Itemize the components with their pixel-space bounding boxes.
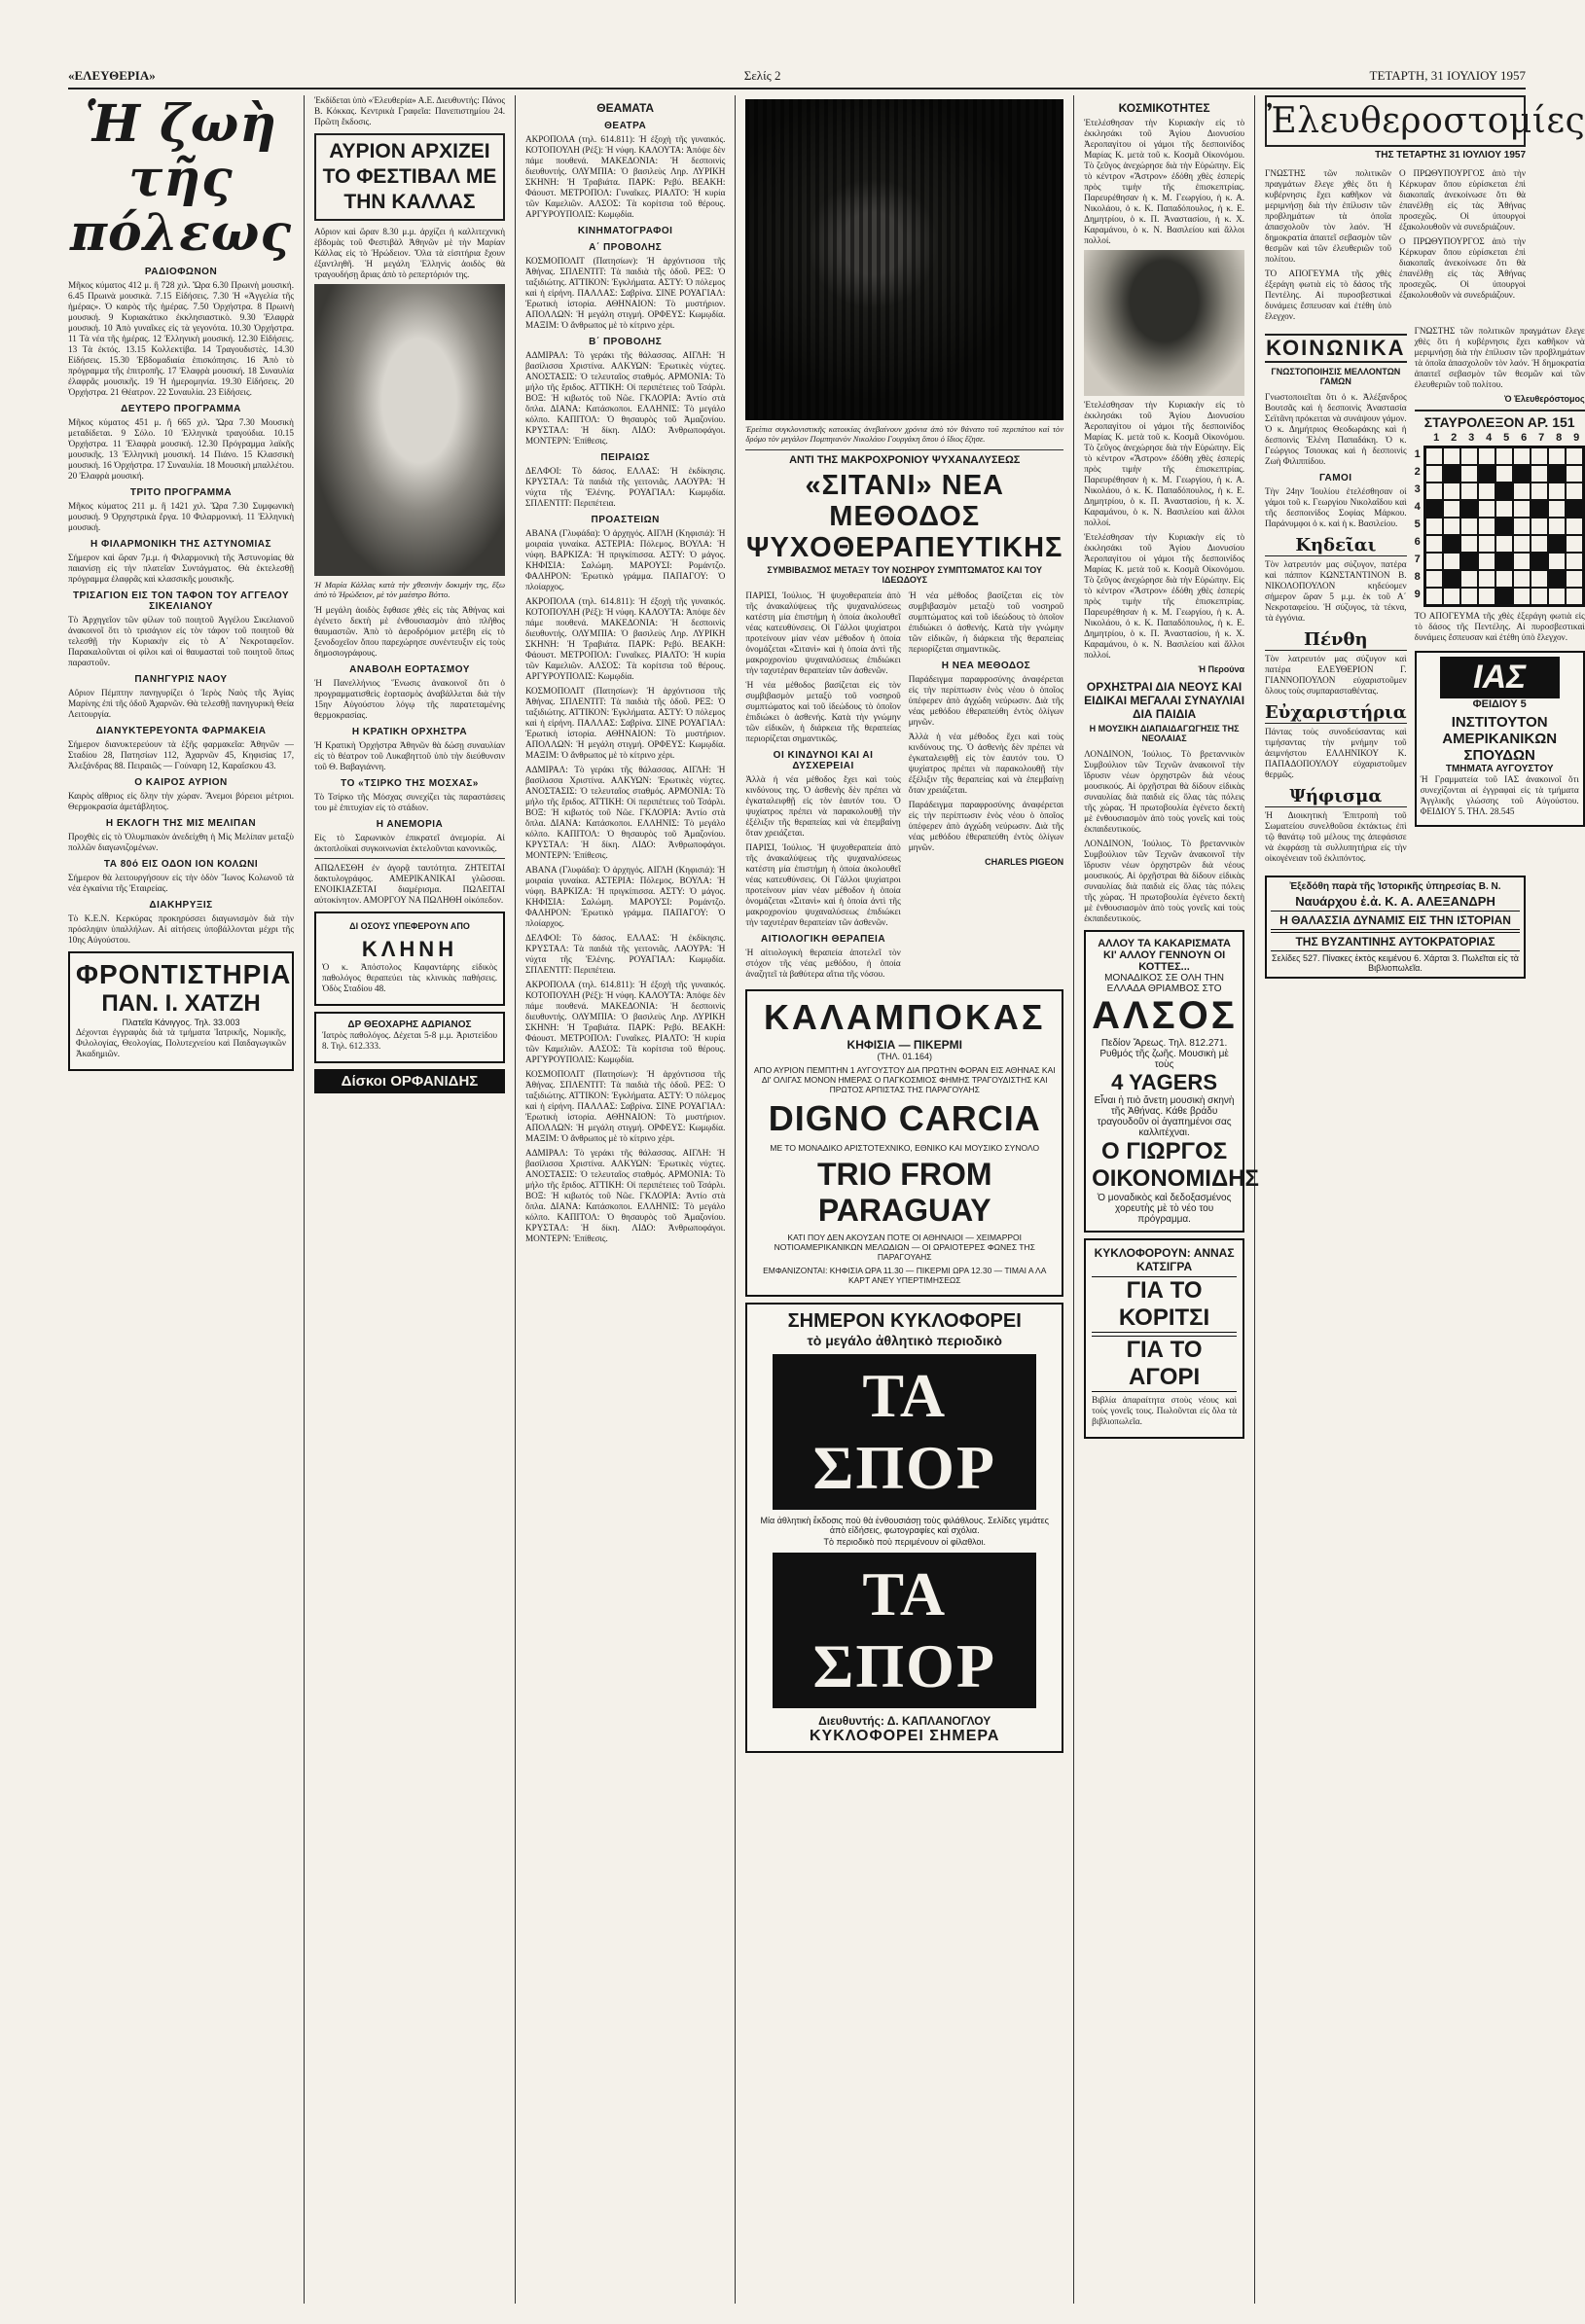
- crossword-col-number: 1: [1433, 432, 1440, 444]
- crossword-cell: [1425, 447, 1443, 465]
- article-para-1: ΠΑΡΙΣΙ, Ἰούλιος. Ἡ ψυχοθεραπεία ἀπὸ τῆς ἀνακαλύψεως τῆς ψυχαναλύσεως κατέστη μία ἐπιστήμη ἡ ὁποία ἀκολουθεῖ νέας κατευθύνσεις. Οἱ Γάλλοι ψυχίατροι προτείνουν μίαν νέαν μέθοδον ἡ ὁποία ὀνομάζεται «Σιτανὶ» καὶ ἡ ὁποία ἀντὶ τῆς μακροχρονίου ψυχαναλύσεως ἐπιδιώκει τὴν ταχυτέραν θεραπείαν τῶν ἀσθενῶν.: [745, 590, 901, 675]
- engagements-text: Γνωστοποιεῖται ὅτι ὁ κ. Ἀλέξανδρος Βουτσᾶς καὶ ἡ δεσποινὶς Ἀναστασία Σεϊτᾶνη πρόκειται νὰ συνάψουν γάμον. Ὁ κ. Δημήτριος Θεοδωράκης καὶ ἡ δεσποινὶς Ἑλένη Παπαδάκη. Ὁ κ. Γεώργιος Τσιουκας καὶ ἡ δεσποινὶς Ζωὴ Φιλιππίδου.: [1265, 392, 1407, 466]
- alsos-ad-dancer: Ο ΓΙΩΡΓΟΣ ΟΙΚΟΝΟΜΙΔΗΣ: [1092, 1138, 1259, 1192]
- tutoring-ad-title: ΦΡΟΝΤΙΣΤΗΡΙΑ: [76, 959, 292, 989]
- doctor-ad-text: Ἰατρὸς παθολόγος. Δέχεται 5-8 μ.μ. Ἀριστείδου 8. Τηλ. 612.333.: [321, 1030, 498, 1051]
- article-subheadline: ΣΥΜΒΙΒΑΣΜΟΣ ΜΕΤΑΞΥ ΤΟΥ ΝΟΣΗΡΟΥ ΣΥΜΠΤΩΜΑΤΟΣ ΚΑΙ ΤΟΥ ΙΔΕΩΔΟΥΣ: [767, 565, 1043, 585]
- piraeus-text-cont: ΔΕΛΦΟΙ: Τὸ δάσος. ΕΛΛΑΣ: Ἡ ἐκδίκησις. ΚΡΥΣΤΑΛ: Τὰ παιδιὰ τῆς γειτονιᾶς. ΛΑΟΥΡΑ: Ἡ νύχτα τῆς Ἑλένης. ΡΟΥΑΓΙΑΛ: Κωμῳδία. ΣΠΛΕΝΤΙΤ: Περιπέτεια.: [524, 933, 726, 975]
- crossword-cell: [1566, 588, 1583, 605]
- crossword-row-number: 7: [1414, 554, 1421, 565]
- theatres-text-cont2: ΑΚΡΟΠΟΛΑ (τηλ. 614.811): Ἡ ἐξοχὴ τῆς γυναικός. ΚΟΤΟΠΟΥΛΗ (Ρέξ): Ἡ νύφη. ΚΑΛΟΥΤΑ: Ἀπόψε δὲν πάμε πουθενά. ΜΑΚΕΔΟΝΙΑ: Ἡ δεσποινὶς διευθυντής. ΟΛΥΜΠΙΑ: Ὁ βασιλεὺς Ληρ. ΛΥΡΙΚΗ ΣΚΗΝΗ: Ἡ Τραβιάτα. ΠΑΡΚ: Ρεβύ. ΒΕΑΚΗ: Φάουστ. ΜΕΤΡΟΠΟΛ: Γυναῖκες. ΡΙΑΛΤΟ: Ἡ κυρία τῶν Καμελιῶν. ΑΛΣΟΣ: Τὰ κορίτσια τοῦ θέρους. ΑΡΓΥΡΟΥΠΟΛΙΣ: Κωμῳδία.: [524, 980, 726, 1064]
- radio-heading: ΡΑΔΙΟΦΩΝΟΝ: [144, 267, 218, 277]
- pharmacies-heading: ΔΙΑΝΥΚΤΕΡΕΥΟΝΤΑ ΦΑΡΜΑΚΕΙΑ: [95, 726, 267, 736]
- sport-ad-release: ΚΥΚΛΟΦΟΡΕΙ ΣΗΜΕΡΑ: [809, 1728, 1000, 1744]
- editorial-para-1b: ΓΝΩΣΤΗΣ τῶν πολιτικῶν πραγμάτων ἔλεγε χθὲς ὅτι ἡ κυβέρνησις ἔχει καθῆκον νὰ μεριμνήσῃ διὰ τὴν ἐπίλυσιν τῶν προβλημάτων τὰ ὁποῖα ἀπασχολοῦν τὸν λαόν. Ἡ δημοκρατία ἀπαιτεῖ σεβασμὸν τῶν θεσμῶν καὶ τῶν ἐλευθεριῶν τοῦ πολίτου.: [1414, 326, 1585, 389]
- society-signature: Ἡ Περούνα: [1198, 664, 1245, 674]
- crossword-cell: [1460, 465, 1478, 483]
- article-para-3: Ἀλλὰ ἡ νέα μέθοδος ἔχει καὶ τοὺς κινδύνους της. Ὁ ἀσθενὴς δὲν πρέπει νὰ ἐγκαταλειφθῇ εἰς τὸν ἑαυτόν του. Ὁ ψυχίατρος πρέπει νὰ παρακολουθῇ τὴν ἐξέλιξιν τῆς θεραπείας καὶ νὰ ἐπεμβαίνῃ ὅταν χρειάζεται.: [745, 774, 901, 838]
- column-feature: [745, 95, 1063, 2304]
- new-method-subheading: Η ΝΕΑ ΜΕΘΟΔΟΣ: [941, 661, 1031, 671]
- weather-heading: Ο ΚΑΙΡΟΣ ΑΥΡΙΟΝ: [134, 777, 228, 788]
- postponement-text: Ἡ Πανελλήνιος Ἕνωσις ἀνακοινοῖ ὅτι ὁ προγραμματισθεὶς ἑορτασμὸς ἀναβάλλεται διὰ τὴν 15ην Αὐγούστου λόγῳ τῆς παρατεταμένης θερμοκρασίας.: [313, 678, 506, 720]
- third-program-heading: ΤΡΙΤΟ ΠΡΟΓΡΑΜΜΑ: [129, 487, 233, 498]
- ias-text: Ἡ Γραμματεία τοῦ ΙΑΣ ἀνακοινοῖ ὅτι συνεχίζονται αἱ ἐγγραφαὶ εἰς τὰ τμήματα Ἀγγλικῆς γλώσσης τοῦ Αὐγούστου. ΦΕΙΔΙΟΥ 5. ΤΗΛ. 28.545: [1420, 774, 1579, 816]
- crossword: [1415, 446, 1585, 607]
- festival-body-text: Ἡ μεγάλη ἀοιδὸς ἔφθασε χθὲς εἰς τὰς Ἀθήνας καὶ ἐγένετο δεκτὴ μὲ ἐνθουσιασμὸν ἀπὸ πλῆθος θαυμαστῶν. Ἀπὸ τὸ ἀεροδρόμιον μετέβη εἰς τὸ ξενοδοχεῖον ὅπου παρεχώρησε συνέντευξιν εἰς τοὺς δημοσιογράφους.: [313, 605, 506, 658]
- crossword-black-cell: [1495, 588, 1513, 605]
- crossword-cell: [1531, 570, 1548, 588]
- tutoring-ad: [68, 951, 294, 1071]
- crossword-cell: [1425, 535, 1443, 553]
- crossword-row-number: 9: [1414, 589, 1421, 600]
- pharmacies-text: Σήμερον διανυκτερεύουν τὰ ἑξῆς φαρμακεῖα: Ἀθηνῶν — Σταδίου 28, Πατησίων 112, Ἀχαρνῶν 45, Κηφισίας 17, Ἀλεξάνδρας 88. Πειραιῶς — Γούναρη 12, Καραΐσκου 43.: [68, 739, 294, 770]
- imprint-text: Ἐκδίδεται ὑπὸ «Ἐλευθερία» Α.Ε. Διευθυντής: Πάνος Β. Κόκκας. Κεντρικὰ Γραφεῖα: Πανεπιστημίου 24. Πρῶτη ἔκδοσις.: [313, 95, 506, 126]
- clinic-ad-title: ΚΛΗΝΗ: [361, 937, 458, 961]
- records-ad: Δίσκοι ΟΡΦΑΝΙΔΗΣ: [314, 1069, 505, 1093]
- alsos-ad-band: 4 YAGERS: [1111, 1070, 1217, 1094]
- column-rule: [304, 95, 305, 2304]
- second-program-heading: ΔΕΥΤΕΡΟ ΠΡΟΓΡΑΜΜΑ: [121, 404, 241, 414]
- crossword-row-number: 8: [1414, 571, 1421, 583]
- crossword-cell: [1566, 483, 1583, 500]
- resolution-text: Ἡ Διοικητικὴ Ἐπιτροπὴ τοῦ Σωματείου συνελθοῦσα ἐκτάκτως ἐπὶ τῷ θανάτῳ τοῦ μέλους της ἀπεφάσισε νὰ ἐκφράσῃ τὰ συλλυπητήρια εἰς τὴν οἰκογένειαν τοῦ ἐκλιπόντος.: [1265, 810, 1407, 863]
- crossword-row-number: 4: [1414, 501, 1421, 513]
- alsos-ad-description: Εἶναι ἡ πιὸ ἄνετη μουσικὴ σκηνὴ τῆς Ἀθήνας. Κάθε βράδυ τραγουδοῦν οἱ ἀγαπημένοι σας καλλιτέχναι.: [1094, 1095, 1235, 1138]
- ias-sections: ΤΜΗΜΑΤΑ ΑΥΓΟΥΣΤΟΥ: [1445, 764, 1554, 774]
- social-section: [1265, 326, 1585, 868]
- column-rule: [515, 95, 516, 2304]
- book-ad-details: Σελίδες 527. Πίνακες ἐκτὸς κειμένου 6. Χάρται 3. Πωλεῖται εἰς τὰ Βιβλιοπωλεῖα.: [1272, 953, 1520, 973]
- crossword-grid: [1423, 446, 1585, 607]
- third-program-text: Μῆκος κύματος 211 μ. ἢ 1421 χιλ. Ὥρα 7.30 Συμφωνικὴ μουσική. 9 Ὀρχηστρικὰ ἔργα. 10 Φιλαρμονική. 11 Ἐλληνικὴ μουσική.: [68, 501, 294, 532]
- nightclub-ad-name: ΚΑΛΑΜΠΟΚΑΣ: [763, 997, 1046, 1037]
- crossword-row-number: 5: [1414, 518, 1421, 530]
- crossword-cell: [1478, 483, 1495, 500]
- crossword-col-number: 9: [1573, 432, 1580, 444]
- piraeus-heading: ΠΕΙΡΑΙΩΣ: [600, 452, 650, 463]
- crossword-cell: [1495, 535, 1513, 553]
- crossword-cell: [1460, 535, 1478, 553]
- nightclub-ad-tagline: ΚΑΤΙ ΠΟΥ ΔΕΝ ΑΚΟΥΣΑΝ ΠΟΤΕ ΟΙ ΑΘΗΝΑΙΟΙ — ΧΕΙΜΑΡΡΟΙ ΝΟΤΙΟΑΜΕΡΙΚΑΝΙΚΩΝ ΜΕΛΩΔΙΩΝ — ΟΙ ΩΡΑΙΟΤΕΡΕΣ ΦΩΝΕΣ ΤΗΣ ΠΑΡΑΓΟΥΑΗΣ: [774, 1233, 1035, 1262]
- police-band-heading: Η ΦΙΛΑΡΜΟΝΙΚΗ ΤΗΣ ΑΣΤΥΝΟΜΙΑΣ: [90, 539, 271, 550]
- church-feast-heading: ΠΑΝΗΓΥΡΙΣ ΝΑΟΥ: [134, 674, 228, 685]
- crossword-cell: [1478, 588, 1495, 605]
- church-feast-text: Αὔριον Πέμπτην πανηγυρίζει ὁ Ἱερὸς Ναὸς τῆς Ἁγίας Μαρίνης ἐπὶ τῆς ὁδοῦ Ἀχαρνῶν. Θὰ τελεσθῇ πανηγυρικὴ Θεία Λειτουργία.: [68, 688, 294, 719]
- crossword-black-cell: [1566, 500, 1583, 518]
- crossword-cell: [1566, 535, 1583, 553]
- editorial-col-left: [1265, 168, 1391, 326]
- crossword-cell: [1566, 518, 1583, 535]
- memorial-heading: ΤΡΙΣΑΓΙΟΝ ΕΙΣ ΤΟΝ ΤΑΦΟΝ ΤΟΥ ΑΓΓΕΛΟΥ ΣΙΚΕΛΙΑΝΟΥ: [72, 590, 290, 612]
- orchestras-subheading: Η ΜΟΥΣΙΚΗ ΔΙΑΠΑΙΔΑΓΩΓΗΣΙΣ ΤΗΣ ΝΕΟΛΑΙΑΣ: [1089, 724, 1240, 743]
- editorial-body: [1265, 168, 1526, 326]
- crossword-cell: [1478, 518, 1495, 535]
- crossword-cell: [1566, 447, 1583, 465]
- newspaper-name: «ΕΛΕΥΘΕΡΙΑ»: [68, 68, 156, 83]
- editorial-date: ΤΗΣ ΤΕΤΑΡΤΗΣ 31 ΙΟΥΛΙΟΥ 1957: [1375, 150, 1527, 161]
- police-band-text: Σήμερον καὶ ὥραν 7μ.μ. ἡ Φιλαρμονικὴ τῆς Ἀστυνομίας θὰ παιανίσῃ εἰς τὴν πλατεῖαν Συντάγματος. Θὰ ἐκτελεσθῇ πρόγραμμα ἐλαφρᾶς καὶ κλασσικῆς μουσικῆς.: [68, 553, 294, 584]
- alsos-ad-dancer-note: Ὁ μοναδικὸς καὶ δεδοξασμένος χορευτὴς μὲ τὸ νέο του πρόγραμμα.: [1097, 1193, 1232, 1225]
- column-shows: [525, 95, 725, 2304]
- radio-text: Μῆκος κύματος 412 μ. ἢ 728 χιλ. Ὥρα 6.30 Πρωινὴ μουσική. 6.45 Πρωινὰ μουσικὰ. 7.15 Εἰδήσεις. 7.30 Ἡ «Ἀγγελία τῆς ἡμέρας». Ὁ καιρὸς τῆς ἡμέρας. 7.50 Ὀρχήστρα. 8 Πρωινὴ μουσική. 9 Κυριακάτικο ἐκκλησιαστικὸ. 9.30 Ἐλαφρὰ μουσική. 10 Ἀπὸ γυναῖκες εἰς τὰ γεγονότα. 10.30 Ὀρχήστρα. 11 Τὰ νέα τῆς ἡμέρας. 12 Ἐλληνικὴ μουσική. 12.30 Εἰδήσεις. 13 Τὰ ἐκτός. 13.15 Κολλεκτίβα. 14 Τραγουδιστὲς. 14.30 Εἰδήσεις. 15.30 Ἐβδομαδιαία ἐπισκόπησις. 16 Ἀπὸ τὸ πρόγραμμα τῆς ἐπιτροπῆς. 17 Ἐλαφρὰ μουσική. 18 Συναυλία ἐλαφρᾶς μουσικῆς. 19 Ἡ ἡμερομηνία. 19.30 Εἰδήσεις. 20 Ὀρχήστρα. 21 Θέατρον. 22 Συναυλία. 23 Εἰδήσεις.: [68, 280, 294, 397]
- crossword-cell: [1478, 553, 1495, 570]
- orchestras-heading: ΟΡΧΗΣΤΡΑΙ ΔΙΑ ΝΕΟΥΣ ΚΑΙ ΕΙΔΙΚΑΙ ΜΕΓΑΛΑΙ ΣΥΝΑΥΛΙΑΙ ΔΙΑ ΠΑΙΔΙΑ: [1084, 680, 1245, 721]
- social-col-right: [1415, 326, 1585, 868]
- sport-ad-subtitle: τὸ μεγάλο ἀθλητικὸ περιοδικὸ: [807, 1333, 1002, 1348]
- divider: [745, 449, 1063, 450]
- crossword-row-number: 1: [1414, 448, 1421, 460]
- crossword-cell: [1495, 570, 1513, 588]
- crossword-cell: [1443, 483, 1460, 500]
- alsos-ad: [1084, 930, 1259, 1233]
- clinic-ad: [314, 912, 505, 1006]
- column-rule: [735, 95, 736, 2304]
- crossword-row-numbers: [1415, 446, 1421, 607]
- article-headline: «ΣΙΤΑΝΙ» ΝΕΑ ΜΕΘΟΔΟΣ ΨΥΧΟΘΕΡΑΠΕΥΤΙΚΗΣ: [746, 470, 1063, 563]
- engagements-heading: ΓΝΩΣΤΟΠΟΙΗΣΙΣ ΜΕΛΛΟΝΤΩΝ ΓΑΜΩΝ: [1271, 367, 1401, 386]
- wind-heading: Η ΑΝΕΜΟΡΙΑ: [376, 819, 444, 830]
- crossword-cell: [1566, 553, 1583, 570]
- book-ad-title: Η ΘΑΛΑΣΣΙΑ ΔΥΝΑΜΙΣ ΕΙΣ ΤΗΝ ΙΣΤΟΡΙΑΝ: [1271, 911, 1520, 930]
- miss-election-text: Προχθὲς εἰς τὸ Ὀλυμπιακὸν ἀνεδείχθη ἡ Μὶς Μελίπαν μεταξὺ πολλῶν διαγωνιζομένων.: [68, 832, 294, 852]
- crossword-cell: [1495, 465, 1513, 483]
- society-text-3: Ἑτελέσθησαν τὴν Κυριακὴν εἰς τὸ ἐκκλησάκι τοῦ Ἁγίου Διονυσίου Ἀεροπαγίτου οἱ γάμοι τῆς δεσποινίδος Μαρίας Κ. μετὰ τοῦ κ. Κοσμᾶ Οἰκονόμου. Τὸ ζεῦγος ἀνεχώρησε διὰ τὴν Εὐρώπην. Εἰς τὸ κέντρον «Ἄστρον» ἐδόθη χθὲς ἑσπερίς πρὸς τιμὴν τῆς ἐπισκεπτρίας. Παρευρέθησαν ἡ κ. Μ. Γεωργίου, ἡ κ. Α. Νικολάου, ὁ κ. Κ. Παπαδόπουλος, ἡ κ. Ε. Δημητρίου, ὁ κ. Π. Ἀναστασίου, ἡ κ. Χ. Καραμάνου, ὁ κ. Ν. Βασιλείου καὶ ἄλλοι πολλοί.: [1084, 532, 1245, 660]
- shows-heading: ΘΕΑΜΑΤΑ: [596, 101, 655, 115]
- crossword-black-cell: [1495, 483, 1513, 500]
- editorial-para-2b: Ο ΠΡΩΘΥΠΟΥΡΓΟΣ ἀπὸ τὴν Κέρκυραν ὅπου εὑρίσκεται ἐπὶ διακοπαῖς ἀνεκοίνωσε ὅτι θὰ ἐπανέλθῃ εἰς τὰς Ἀθήνας προσεχῶς. Οἱ ὑπουργοὶ ἐξακολουθοῦν νὰ συνεδριάζουν.: [1399, 236, 1527, 300]
- books-ad: [1084, 1238, 1244, 1439]
- running-head: [68, 68, 1526, 89]
- divider: [314, 858, 505, 859]
- sport-ad-description-2: Τὸ περιοδικὸ ποὺ περιμένουν οἱ φίλαθλοι.: [823, 1537, 986, 1547]
- crossword-cell: [1425, 588, 1443, 605]
- crossword-cell: [1443, 500, 1460, 518]
- doctor-ad: [314, 1012, 505, 1063]
- ias-ad: [1415, 651, 1585, 827]
- editorial-para-2: Ο ΠΡΩΘΥΠΟΥΡΓΟΣ ἀπὸ τὴν Κέρκυραν ὅπου εὑρίσκεται ἐπὶ διακοπαῖς ἀνεκοίνωσε ὅτι θὰ ἐπανέλθῃ εἰς τὰς Ἀθήνας προσεχῶς. Οἱ ὑπουργοὶ ἐξακολουθοῦν νὰ συνεδριάζουν.: [1399, 168, 1527, 232]
- crossword-cell: [1548, 500, 1566, 518]
- crossword-col-number: 3: [1468, 432, 1475, 444]
- crossword-cell: [1531, 588, 1548, 605]
- callas-photo: [314, 284, 505, 576]
- article-col-left: [745, 590, 900, 983]
- crossword-cell: [1566, 465, 1583, 483]
- second-run-text: ΑΔΜΙΡΑΛ: Τὸ γεράκι τῆς θάλασσας. ΑΙΓΛΗ: Ἡ βασίλισσα Χριστίνα. ΑΛΚΥΩΝ: Ἐρωτικὲς νύχτες. ΑΝΟΣΤΑΣΙΣ: Ὁ τελευταῖος σταθμός. ΑΡΜΟΝΙΑ: Τὸ μήλο τῆς ἔριδος. ΑΤΤΙΚΗ: Οἱ περιπέτειες τοῦ Τσάρλι. ΒΟΞ: Ἡ κιβωτός τοῦ Νῶε. ΓΚΛΟΡΙΑ: Ἀντίο στὰ ὅπλα. ΔΙΑΝΑ: Κατάσκοποι. ΕΛΛΗΝΙΣ: Τὸ μεγάλο κόλπο. ΚΑΠΙΤΟΛ: Ὁ θησαυρὸς τοῦ Ἀμαζονίου. ΚΡΥΣΤΑΛ: Ἡ δίκη. ΛΙΔΟ: Ἀνθρωποφάγοι. ΜΟΝΤΕΡΝ: Ἐπίθεσις.: [524, 350, 726, 446]
- festival-headline: ΑΥΡΙΟΝ ΑΡΧΙΖΕΙ ΤΟ ΦΕΣΤΙΒΑΛ ΜΕ ΤΗΝ ΚΑΛΛΑΣ: [322, 140, 497, 213]
- crossword-cell: [1495, 500, 1513, 518]
- book-ad-title-2: ΤΗΣ ΒΥΖΑΝΤΙΝΗΣ ΑΥΤΟΚΡΑΤΟΡΙΑΣ: [1271, 932, 1520, 951]
- thanks-text: Πάντας τοὺς συνοδεύσαντας καὶ τιμήσαντας τὴν μνήμην τοῦ ἀειμνήστου ΕΛΛΗΝΙΚΟΥ Κ. ΠΑΠΑΔΟΠΟΥΛΟΥ εὐχαριστοῦμεν θερμῶς.: [1265, 727, 1407, 779]
- crossword-black-cell: [1531, 500, 1548, 518]
- doctor-ad-title: ΔΡ ΘΕΟΧΑΡΗΣ ΑΔΡΙΑΝΟΣ: [347, 1019, 472, 1030]
- crossword-cell: [1548, 553, 1566, 570]
- festival-text: Αὔριον καὶ ὥραν 8.30 μ.μ. ἀρχίζει ἡ καλλιτεχνικὴ ἑβδομὰς τοῦ Φεστιβὰλ Ἀθηνῶν μὲ τὴν Μαρίαν Κάλλας εἰς τὸ Ἡρώδειον. Ὅλα τὰ εἰσιτήρια ἔχουν ἐξαντληθῆ. Ἡ μεγάλη Ἑλληνὶς ἀοιδὸς θὰ τραγουδήσῃ ἄριας ἀπὸ τὸ ρεπερτόριόν της.: [313, 227, 506, 279]
- article-signature: CHARLES PIGEON: [985, 857, 1064, 867]
- classifieds-text: ΑΠΩΛΕΣΘΗ ἐν ἀγορᾷ ταυτότητα. ΖΗΤΕΙΤΑΙ δακτυλογράφος. ΑΜΕΡΙΚΑΝΙΚΑΙ γλῶσσαι. ΕΝΟΙΚΙΑΖΕΤΑΙ διαμέρισμα. ΠΩΛΕΙΤΑΙ αὐτοκίνητον. ΑΜΟΡΓΟΥ ΝΑ ΠΩΛΗΘΗ οἰκόπεδον.: [313, 863, 506, 905]
- column-rule: [1073, 95, 1074, 2304]
- article-para-4b: Παράδειγμα παραφροσύνης ἀναφέρεται εἰς τὴν περίπτωσιν ἑνὸς νέου ὁ ὁποῖος ὑπέφερεν ἀπὸ ἀγχώδη νεύρωσιν. Διὰ τῆς νέας μεθόδου ἐθεραπεύθη ἐντὸς ὀλίγων μηνῶν.: [908, 800, 1064, 852]
- tutoring-ad-text: Δέχονται ἐγγραφὰς διὰ τὰ τμήματα Ἰατρικῆς, Νομικῆς, Φιλολογίας, Θεολογίας, Πολυτεχνείου καὶ Παιδαγωγικῶν Ἀκαδημιῶν.: [76, 1027, 286, 1058]
- crossword-black-cell: [1531, 553, 1548, 570]
- sport-magazine-ad: [745, 1303, 1063, 1753]
- crossword-cell: [1425, 465, 1443, 483]
- books-ad-text: Βιβλία ἀπαραίτητα στοὺς νέους καὶ τοὺς γονεῖς τους. Πωλοῦνται εἰς ὅλα τὰ βιβλιοπωλεῖα.: [1092, 1395, 1238, 1426]
- state-orchestra-heading: Η ΚΡΑΤΙΚΗ ΟΡΧΗΣΤΡΑ: [351, 727, 468, 737]
- crossword-col-number: 5: [1503, 432, 1510, 444]
- crossword-col-number: 4: [1486, 432, 1493, 444]
- crossword-black-cell: [1478, 465, 1495, 483]
- weather-text: Καιρὸς αἴθριος εἰς ὅλην τὴν χώραν. Ἄνεμοι βόρειοι μέτριοι. Θερμοκρασία ἀμετάβλητος.: [68, 791, 294, 811]
- nightclub-ad-phone: (ΤΗΛ. 01.164): [877, 1052, 932, 1061]
- sport-ad-editor: Διευθυντής: Δ. ΚΑΠΛΑΝΟΓΛΟΥ: [818, 1714, 991, 1728]
- editorial-para-3b: ΤΟ ΑΠΟΓΕΥΜΑ τῆς χθὲς ἐξεράγη φωτιὰ εἰς τὸ δάσος τῆς Πεντέλης. Αἱ πυροσβεστικαὶ δυνάμεις ἔσπευσαν καὶ ἐτέθη ὑπὸ ἔλεγχον.: [1414, 611, 1585, 642]
- article-para-1b: ΠΑΡΙΣΙ, Ἰούλιος. Ἡ ψυχοθεραπεία ἀπὸ τῆς ἀνακαλύψεως τῆς ψυχαναλύσεως κατέστη μία ἐπιστήμη ἡ ὁποία ἀκολουθεῖ νέας κατευθύνσεις. Οἱ Γάλλοι ψυχίατροι προτείνουν μίαν νέαν μέθοδον ἡ ὁποία ὀνομάζεται «Σιτανὶ» καὶ ἡ ὁποία ἀντὶ τῆς μακροχρονίου ψυχαναλύσεως ἐπιδιώκει τὴν ταχυτέραν θεραπείαν τῶν ἀσθενῶν.: [745, 842, 901, 927]
- editorial-para-3: ΤΟ ΑΠΟΓΕΥΜΑ τῆς χθὲς ἐξεράγη φωτιὰ εἰς τὸ δάσος τῆς Πεντέλης. Αἱ πυροσβεστικαὶ δυνάμεις ἔσπευσαν καὶ ἐτέθη ὑπὸ ἔλεγχον.: [1265, 268, 1392, 321]
- crossword-cell: [1531, 518, 1548, 535]
- crossword-cell: [1513, 447, 1531, 465]
- crossword-col-number: 6: [1521, 432, 1528, 444]
- crossword-black-cell: [1513, 465, 1531, 483]
- aetiology-subheading: ΑΙΤΙΟΛΟΓΙΚΗ ΘΕΡΑΠΕΙΑ: [760, 934, 886, 945]
- crossword-cell: [1513, 553, 1531, 570]
- orchestras-text-2: ΛΟΝΔΙΝΟΝ, Ἰούλιος. Τὸ βρεταννικὸν Συμβούλιον τῶν Τεχνῶν ἀνακοινοῖ τὴν ἵδρυσιν νέων ὀρχηστρῶν διὰ νέους μουσικούς. Αἱ ὀρχῆστραι θὰ δίδουν εἰδικὰς συναυλίας διὰ παιδιὰ εἰς ὅλας τὰς πόλεις τῆς χώρας. Ἡ πρωτοβουλία ἐγένετο δεκτὴ μὲ ἐνθουσιασμὸν ἀπὸ τοὺς γονεῖς καὶ τοὺς ἐκπαιδευτικούς.: [1084, 839, 1245, 923]
- funerals-heading: Κηδεῖαι: [1265, 535, 1407, 556]
- section-title: Ἡ ζωὴ τῆς πόλεως: [70, 94, 292, 263]
- tutoring-ad-name: ΠΑΝ. Ι. ΧΑΤΖΗ: [101, 990, 261, 1017]
- crossword-cell: [1531, 465, 1548, 483]
- crossword-black-cell: [1443, 465, 1460, 483]
- crossword-black-cell: [1548, 570, 1566, 588]
- crossword-cell: [1531, 535, 1548, 553]
- ias-name: ΙΝΣΤΙΤΟΥΤΟΝ ΑΜΕΡΙΚΑΝΙΚΩΝ ΣΠΟΥΔΩΝ: [1442, 714, 1558, 764]
- alsos-ad-address: Πεδίον Ἄρεως. Τηλ. 812.271. Ρυθμός τῆς ζωῆς. Μουσικὴ μὲ τοὺς: [1099, 1038, 1229, 1070]
- thanks-heading: Εὐχαριστήρια: [1265, 702, 1407, 723]
- state-orchestra-text: Ἡ Κρατικὴ Ὀρχήστρα Ἀθηνῶν θὰ δώσῃ συναυλίαν εἰς τὸ θέατρον τοῦ Λυκαβηττοῦ ὑπὸ τὴν διεύθυνσιν τοῦ Θ. Βαβαγιάννη.: [313, 740, 506, 771]
- clinic-ad-pre: ΔΙ ΟΣΟΥΣ ΥΠΕΦΕΡΟΥΝ ΑΠΟ: [349, 921, 470, 931]
- book-ad-author: Ναυάρχου ἐ.ἀ. Κ. Α. ΑΛΕΞΑΝΔΡΗ: [1295, 894, 1495, 909]
- book-ad: [1265, 876, 1526, 979]
- social-heading: ΚΟΙΝΩΝΙΚΑ: [1265, 334, 1407, 363]
- crossword-cell: [1443, 447, 1460, 465]
- crossword-column-numbers: [1415, 432, 1585, 444]
- festival-box: [314, 133, 505, 221]
- column-editorial: [1265, 95, 1585, 2304]
- crossword-cell: [1513, 535, 1531, 553]
- crossword-black-cell: [1443, 535, 1460, 553]
- crossword-cell: [1566, 570, 1583, 588]
- ruins-photo: [745, 99, 1063, 420]
- nightclub-ad-artist: DIGNO CARCIA: [768, 1098, 1041, 1138]
- crossword-cell: [1478, 570, 1495, 588]
- announcement-heading: ΔΙΑΚΗΡΥΞΙΣ: [149, 900, 213, 911]
- editorial-masthead: Ἐλευθεροστομίες: [1265, 95, 1526, 147]
- crossword-cell: [1443, 588, 1460, 605]
- crossword-cell: [1478, 447, 1495, 465]
- article-para-3b: Ἀλλὰ ἡ νέα μέθοδος ἔχει καὶ τοὺς κινδύνους της. Ὁ ἀσθενὴς δὲν πρέπει νὰ ἐγκαταλειφθῇ εἰς τὸν ἑαυτόν του. Ὁ ψυχίατρος πρέπει νὰ παρακολουθῇ τὴν ἐξέλιξιν τῆς θεραπείας καὶ νὰ ἐπεμβαίνῃ ὅταν χρειάζεται.: [908, 732, 1064, 795]
- mourning-text: Τὸν λατρευτόν μας σύζυγον καὶ πατέρα ΕΛΕΥΘΕΡΙΟΝ Γ. ΓΙΑΝΝΟΠΟΥΛΟΝ εὐχαριστοῦμεν ὅλους τοὺς συμπαρασταθέντας.: [1265, 654, 1407, 696]
- crossword-title: ΣΤΑΥΡΟΛΕΞΟΝ ΑΡ. 151: [1415, 410, 1585, 430]
- tutoring-ad-address: Πλατεῖα Κάνιγγος. Τηλ. 33.003: [122, 1018, 240, 1027]
- circus-text: Τὸ Τσίρκο τῆς Μόσχας συνεχίζει τὰς παραστάσεις του μὲ ἐπιτυχίαν εἰς τὸ στάδιον.: [313, 792, 506, 812]
- crossword-row-number: 2: [1414, 466, 1421, 478]
- crossword-cell: [1548, 483, 1566, 500]
- suburbs-heading: ΠΡΟΑΣΤΕΙΩΝ: [591, 515, 660, 525]
- first-run-text-cont: ΚΟΣΜΟΠΟΛΙΤ (Πατησίων): Ἡ ἀρχόντισσα τῆς Ἀθήνας. ΣΠΛΕΝΤΙΤ: Τὰ παιδιὰ τῆς ὁδοῦ. ΡΕΞ: Ὁ ταξιδιώτης. ΑΤΤΙΚΟΝ: Ἐγκλήματα. ΑΣΤΥ: Ὁ πόλεμος καὶ ἡ εἰρήνη. ΠΑΛΛΑΣ: Σαβρίνα. ΣΙΝΕ ΡΟΥΑΓΙΑΛ: Ἐρωτικὴ ἱστορία. ΑΘΗΝΑΙΟΝ: Τὸ μυστήριον. ΑΠΟΛΛΩΝ: Ἡ μεγάλη στιγμή. ΟΡΦΕΥΣ: Κωμῳδία. ΜΑΞΙΜ: Ὁ ἄνθρωπος μὲ τὸ κίτρινο χέρι.: [524, 686, 726, 760]
- crossword-cell: [1513, 588, 1531, 605]
- theatres-text-cont: ΑΚΡΟΠΟΛΑ (τηλ. 614.811): Ἡ ἐξοχὴ τῆς γυναικός. ΚΟΤΟΠΟΥΛΗ (Ρέξ): Ἡ νύφη. ΚΑΛΟΥΤΑ: Ἀπόψε δὲν πάμε πουθενά. ΜΑΚΕΔΟΝΙΑ: Ἡ δεσποινὶς διευθυντής. ΟΛΥΜΠΙΑ: Ὁ βασιλεὺς Ληρ. ΛΥΡΙΚΗ ΣΚΗΝΗ: Ἡ Τραβιάτα. ΠΑΡΚ: Ρεβύ. ΒΕΑΚΗ: Φάουστ. ΜΕΤΡΟΠΟΛ: Γυναῖκες. ΡΙΑΛΤΟ: Ἡ κυρία τῶν Καμελιῶν. ΑΛΣΟΣ: Τὰ κορίτσια τοῦ θέρους. ΑΡΓΥΡΟΥΠΟΛΙΣ: Κωμῳδία.: [524, 596, 726, 681]
- society-heading: ΚΟΣΜΙΚΟΤΗΤΕΣ: [1118, 101, 1210, 115]
- page-number: Σελίς 2: [743, 68, 781, 83]
- theatres-text: ΑΚΡΟΠΟΛΑ (τηλ. 614.811): Ἡ ἐξοχὴ τῆς γυναικός. ΚΟΤΟΠΟΥΛΗ (Ρέξ): Ἡ νύφη. ΚΑΛΟΥΤΑ: Ἀπόψε δὲν πάμε πουθενά. ΜΑΚΕΔΟΝΙΑ: Ἡ δεσποινὶς διευθυντής. ΟΛΥΜΠΙΑ: Ὁ βασιλεὺς Ληρ. ΛΥΡΙΚΗ ΣΚΗΝΗ: Ἡ Τραβιάτα. ΠΑΡΚ: Ρεβύ. ΒΕΑΚΗ: Φάουστ. ΜΕΤΡΟΠΟΛ: Γυναῖκες. ΡΙΑΛΤΟ: Ἡ κυρία τῶν Καμελιῶν. ΑΛΣΟΣ: Τὰ κορίτσια τοῦ θέρους. ΑΡΓΥΡΟΥΠΟΛΙΣ: Κωμῳδία.: [524, 134, 726, 219]
- crossword-cell: [1478, 500, 1495, 518]
- second-program-text: Μῆκος κύματος 451 μ. ἢ 665 χιλ. Ὥρα 7.30 Μουσικὴ μεταδίδεται. 9 Σόλο. 10 Ἐλληνικὰ τραγούδια. 10.15 Ὀρχήστρα. 11 Ἐλαφρὰ μουσική. 12.30 Πρόγραμμα λαϊκῆς μουσικῆς. 13 Ἐλληνικὴ μουσική. 14 Πιάνο. 15 Κλασσικὴ μουσική. 16 Ὀρχήστρα. 17 Συναυλία. 18 Μουσικὴ μπαλλέτου. 20 Ἐλαφρὰ μουσική.: [68, 417, 294, 481]
- crossword-col-number: 8: [1556, 432, 1563, 444]
- suburbs-text: ΑΒΑΝΑ (Γλυφάδα): Ὁ ἀρχηγός. ΑΙΓΛΗ (Κηφισιά): Ἡ μοιραία γυναίκα. ΑΣΤΕΡΙΑ: Πόλεμος. ΒΟΥΛΑ: Ἡ νύφη. ΒΑΡΚΙΖΑ: Ἡ πριγκίπισσα. ΑΣΤΥ: Ὁ μάγος. ΚΗΦΙΣΙΑ: Σαλώμη. ΜΑΡΟΥΣΙ: Ρομάντζο. ΦΑΛΗΡΟΝ: Ἐρωτικὸ γράμμα. ΠΑΠΑΓΟΥ: Ὁ πλοίαρχος.: [524, 528, 726, 591]
- crossword-row-number: 6: [1414, 536, 1421, 548]
- nightclub-ad-times: ΕΜΦΑΝΙΖΟΝΤΑΙ: ΚΗΦΙΣΙΑ ΩΡΑ 11.30 — ΠΙΚΕΡΜΙ ΩΡΑ 12.30 — ΤΙΜΑΙ Α ΛΑ ΚΑΡΤ ΑΝΕΥ ΥΠΕΡΤΙΜΗΣΕΩΣ: [763, 1266, 1047, 1285]
- crossword-cell: [1443, 518, 1460, 535]
- sport-ad-today: ΣΗΜΕΡΟΝ ΚΥΚΛΟΦΟΡΕΙ: [787, 1310, 1022, 1332]
- nightclub-ad-location: ΚΗΦΙΣΙΑ — ΠΙΚΕΡΜΙ: [847, 1038, 962, 1052]
- editorial-para-1: ΓΝΩΣΤΗΣ τῶν πολιτικῶν πραγμάτων ἔλεγε χθὲς ὅτι ἡ κυβέρνησις ἔχει καθῆκον νὰ μεριμνήσῃ διὰ τὴν ἐπίλυσιν τῶν προβλημάτων τὰ ὁποῖα ἀπασχολοῦν τὸν λαόν. Ἡ δημοκρατία ἀπαιτεῖ σεβασμὸν τῶν θεσμῶν καὶ τῶν ἐλευθεριῶν τοῦ πολίτου.: [1265, 168, 1392, 264]
- crossword-cell: [1531, 447, 1548, 465]
- issue-date: ΤΕΤΑΡΤΗ, 31 ΙΟΥΛΙΟΥ 1957: [1369, 68, 1526, 83]
- ias-logo: ΙΑΣ: [1440, 657, 1560, 698]
- crossword-cell: [1548, 447, 1566, 465]
- crossword-black-cell: [1443, 570, 1460, 588]
- crossword-cell: [1531, 483, 1548, 500]
- crossword-col-number: 2: [1451, 432, 1458, 444]
- dangers-subheading: ΟΙ ΚΙΝΔΥΝΟΙ ΚΑΙ ΑΙ ΔΥΣΧΕΡΕΙΑΙ: [773, 750, 874, 771]
- garden-photo: [1084, 250, 1244, 396]
- weddings-heading: ΓΑΜΟΙ: [1319, 473, 1352, 483]
- resolution-heading: Ψήφισμα: [1265, 786, 1407, 807]
- article-kicker: ΑΝΤΙ ΤΗΣ ΜΑΚΡΟΧΡΟΝΙΟΥ ΨΥΧΑΝΑΛΥΣΕΩΣ: [789, 454, 1021, 466]
- crossword-cell: [1548, 518, 1566, 535]
- column-festival: [314, 95, 505, 2304]
- article-body: [745, 590, 1063, 983]
- nightclub-ad-ensemble-note: ΜΕ ΤΟ ΜΟΝΑΔΙΚΟ ΑΡΙΣΤΟΤΕΧΝΙΚΟ, ΕΘΝΙΚΟ ΚΑΙ ΜΟΥΣΙΚΟ ΣΥΝΟΛΟ: [770, 1143, 1040, 1153]
- crossword-cell: [1548, 588, 1566, 605]
- crossword-col-number: 7: [1538, 432, 1545, 444]
- second-run-text-cont2: ΑΔΜΙΡΑΛ: Τὸ γεράκι τῆς θάλασσας. ΑΙΓΛΗ: Ἡ βασίλισσα Χριστίνα. ΑΛΚΥΩΝ: Ἐρωτικὲς νύχτες. ΑΝΟΣΤΑΣΙΣ: Ὁ τελευταῖος σταθμός. ΑΡΜΟΝΙΑ: Τὸ μήλο τῆς ἔριδος. ΑΤΤΙΚΗ: Οἱ περιπέτειες τοῦ Τσάρλι. ΒΟΞ: Ἡ κιβωτός τοῦ Νῶε. ΓΚΛΟΡΙΑ: Ἀντίο στὰ ὅπλα. ΔΙΑΝΑ: Κατάσκοποι. ΕΛΛΗΝΙΣ: Τὸ μεγάλο κόλπο. ΚΑΠΙΤΟΛ: Ὁ θησαυρὸς τοῦ Ἀμαζονίου. ΚΡΥΣΤΑΛ: Ἡ δίκη. ΛΙΔΟ: Ἀνθρωποφάγοι. ΜΟΝΤΕΡΝ: Ἐπίθεσις.: [524, 1148, 726, 1243]
- social-col-left: [1265, 326, 1407, 868]
- crossword-cell: [1460, 570, 1478, 588]
- crossword-black-cell: [1495, 518, 1513, 535]
- crossword-black-cell: [1460, 500, 1478, 518]
- crossword-cell: [1460, 518, 1478, 535]
- crossword-row-number: 3: [1414, 483, 1421, 495]
- nightclub-ad: [745, 989, 1063, 1297]
- nightclub-ad-trio: TRIO FROM PARAGUAY: [816, 1157, 992, 1228]
- orchestras-text: ΛΟΝΔΙΝΟΝ, Ἰούλιος. Τὸ βρεταννικὸν Συμβούλιον τῶν Τεχνῶν ἀνακοινοῖ τὴν ἵδρυσιν νέων ὀρχηστρῶν διὰ νέους μουσικούς. Αἱ ὀρχῆστραι θὰ δίδουν εἰδικὰς συναυλίας διὰ παιδιὰ εἰς ὅλας τὰς πόλεις τῆς χώρας. Ἡ πρωτοβουλία ἐγένετο δεκτὴ μὲ ἐνθουσιασμὸν ἀπὸ τοὺς γονεῖς καὶ τοὺς ἐκπαιδευτικούς.: [1084, 749, 1245, 834]
- crossword-cell: [1425, 518, 1443, 535]
- clinic-ad-text: Ὁ κ. Ἀπόστολος Καφαντάρης εἰδικὸς παθολόγος θεραπεύει τὰς κλινικὰς παθήσεις. Ὁδὸς Σταδίου 48.: [321, 962, 498, 993]
- nightclub-ad-intro: ΑΠΟ ΑΥΡΙΟΝ ΠΕΜΠΤΗΝ 1 ΑΥΓΟΥΣΤΟΥ ΔΙΑ ΠΡΩΤΗΝ ΦΟΡΑΝ ΕΙΣ ΑΘΗΝΑΣ ΚΑΙ ΔΙ' ΟΛΙΓΑΣ ΜΟΝΟΝ ΗΜΕΡΑΣ Ο ΠΑΓΚΟΣΜΙΟΣ ΦΗΜΗΣ ΤΡΑΓΟΥΔΙΣΤΗΣ ΚΑΙ ΠΡΩΤΟΣ ΑΡΠΙΣΤΑΣ ΤΗΣ ΠΑΡΑΓΟΥΑΗΣ: [753, 1065, 1056, 1094]
- memorial-text: Τὸ Ἀρχηγεῖον τῶν φίλων τοῦ ποιητοῦ Ἀγγέλου Σικελιανοῦ ἀνακοινοῖ ὅτι τὸ τρισάγιον εἰς τὸν τάφον τοῦ ποιητοῦ θὰ τελεσθῇ τὴν Κυριακὴν εἰς τὸ Α΄ Νεκροταφεῖον. Παρακαλοῦνται οἱ φίλοι καὶ οἱ θαυμασταὶ τοῦ ποιητοῦ ὅπως παραστοῦν.: [68, 615, 294, 667]
- piraeus-text: ΔΕΛΦΟΙ: Τὸ δάσος. ΕΛΛΑΣ: Ἡ ἐκδίκησις. ΚΡΥΣΤΑΛ: Τὰ παιδιὰ τῆς γειτονιᾶς. ΛΑΟΥΡΑ: Ἡ νύχτα τῆς Ἑλένης. ΡΟΥΑΓΙΑΛ: Κωμῳδία. ΣΠΛΕΝΤΙΤ: Περιπέτεια.: [524, 466, 726, 508]
- theatres-heading: ΘΕΑΤΡΑ: [604, 121, 647, 131]
- crossword-cell: [1443, 553, 1460, 570]
- circus-heading: ΤΟ «ΤΣΙΡΚΟ ΤΗΣ ΜΟΣΧΑΣ»: [341, 778, 479, 789]
- postponement-heading: ΑΝΑΒΟΛΗ ΕΟΡΤΑΣΜΟΥ: [349, 664, 470, 675]
- first-run-text: ΚΟΣΜΟΠΟΛΙΤ (Πατησίων): Ἡ ἀρχόντισσα τῆς Ἀθήνας. ΣΠΛΕΝΤΙΤ: Τὰ παιδιὰ τῆς ὁδοῦ. ΡΕΞ: Ὁ ταξιδιώτης. ΑΤΤΙΚΟΝ: Ἐγκλήματα. ΑΣΤΥ: Ὁ πόλεμος καὶ ἡ εἰρήνη. ΠΑΛΛΑΣ: Σαβρίνα. ΣΙΝΕ ΡΟΥΑΓΙΑΛ: Ἐρωτικὴ ἱστορία. ΑΘΗΝΑΙΟΝ: Τὸ μυστήριον. ΑΠΟΛΛΩΝ: Ἡ μεγάλη στιγμή. ΟΡΦΕΥΣ: Κωμῳδία. ΜΑΞΙΜ: Ὁ ἄνθρωπος μὲ τὸ κίτρινο χέρι.: [524, 256, 726, 330]
- crossword-black-cell: [1460, 553, 1478, 570]
- crossword-cell: [1460, 447, 1478, 465]
- article-para-4: Παράδειγμα παραφροσύνης ἀναφέρεται εἰς τὴν περίπτωσιν ἑνὸς νέου ὁ ὁποῖος ὑπέφερεν ἀπὸ ἀγχώδη νεύρωσιν. Διὰ τῆς νέας μεθόδου ἐθεραπεύθη ἐντὸς ὀλίγων μηνῶν.: [908, 674, 1064, 727]
- crossword-black-cell: [1548, 535, 1566, 553]
- second-run-text-cont: ΑΔΜΙΡΑΛ: Τὸ γεράκι τῆς θάλασσας. ΑΙΓΛΗ: Ἡ βασίλισσα Χριστίνα. ΑΛΚΥΩΝ: Ἐρωτικὲς νύχτες. ΑΝΟΣΤΑΣΙΣ: Ὁ τελευταῖος σταθμός. ΑΡΜΟΝΙΑ: Τὸ μήλο τῆς ἔριδος. ΑΤΤΙΚΗ: Οἱ περιπέτειες τοῦ Τσάρλι. ΒΟΞ: Ἡ κιβωτός τοῦ Νῶε. ΓΚΛΟΡΙΑ: Ἀντίο στὰ ὅπλα. ΔΙΑΝΑ: Κατάσκοποι. ΕΛΛΗΝΙΣ: Τὸ μεγάλο κόλπο. ΚΑΠΙΤΟΛ: Ὁ θησαυρὸς τοῦ Ἀμαζονίου. ΚΡΥΣΤΑΛ: Ἡ δίκη. ΛΙΔΟ: Ἀνθρωποφάγοι. ΜΟΝΤΕΡΝ: Ἐπίθεσις.: [524, 765, 726, 860]
- announcement-text: Τὸ Κ.Ε.Ν. Κερκύρας προκηρύσσει διαγωνισμὸν διὰ τὴν πρόσληψιν ὑπαλλήλων. Αἱ αἰτήσεις ὑποβάλλονται μέχρι τῆς 10ης Αὐγούστου.: [68, 913, 294, 945]
- ion-text: Σήμερον θὰ λειτουργήσουν εἰς τὴν ὁδὸν Ἴωνος Κολωνοῦ τὰ νέα ἐγκαίνια τῆς Ἑταιρείας.: [68, 873, 294, 893]
- crossword-cell: [1513, 570, 1531, 588]
- editorial-col-right: [1399, 168, 1526, 326]
- miss-election-heading: Η ΕΚΛΟΓΗ ΤΗΣ ΜΙΣ ΜΕΛΙΠΑΝ: [105, 818, 257, 829]
- books-ad-title-boy: ΓΙΑ ΤΟ ΑΓΟΡΙ: [1092, 1336, 1237, 1392]
- crossword-black-cell: [1495, 553, 1513, 570]
- column-rule: [1254, 95, 1255, 2304]
- crossword-cell: [1460, 588, 1478, 605]
- cinemas-heading: ΚΙΝΗΜΑΤΟΓΡΑΦΟΙ: [577, 226, 673, 236]
- editorial-signature: Ὁ Ἐλευθερόστομος: [1504, 394, 1585, 404]
- crossword-cell: [1460, 483, 1478, 500]
- first-run-text-cont2: ΚΟΣΜΟΠΟΛΙΤ (Πατησίων): Ἡ ἀρχόντισσα τῆς Ἀθήνας. ΣΠΛΕΝΤΙΤ: Τὰ παιδιὰ τῆς ὁδοῦ. ΡΕΞ: Ὁ ταξιδιώτης. ΑΤΤΙΚΟΝ: Ἐγκλήματα. ΑΣΤΥ: Ὁ πόλεμος καὶ ἡ εἰρήνη. ΠΑΛΛΑΣ: Σαβρίνα. ΣΙΝΕ ΡΟΥΑΓΙΑΛ: Ἐρωτικὴ ἱστορία. ΑΘΗΝΑΙΟΝ: Τὸ μυστήριον. ΑΠΟΛΛΩΝ: Ἡ μεγάλη στιγμή. ΟΡΦΕΥΣ: Κωμῳδία. ΜΑΞΙΜ: Ὁ ἄνθρωπος μὲ τὸ κίτρινο χέρι.: [524, 1069, 726, 1143]
- second-run-heading: Β΄ ΠΡΟΒΟΛΗΣ: [589, 337, 663, 347]
- column-society: [1084, 95, 1259, 2304]
- crossword-cell: [1513, 500, 1531, 518]
- crossword-black-cell: [1425, 500, 1443, 518]
- society-text-2: Ἑτελέσθησαν τὴν Κυριακὴν εἰς τὸ ἐκκλησάκι τοῦ Ἁγίου Διονυσίου Ἀεροπαγίτου οἱ γάμοι τῆς δεσποινίδος Μαρίας Κ. μετὰ τοῦ κ. Κοσμᾶ Οἰκονόμου. Τὸ ζεῦγος ἀνεχώρησε διὰ τὴν Εὐρώπην. Εἰς τὸ κέντρον «Ἄστρον» ἐδόθη χθὲς ἑσπερίς πρὸς τιμὴν τῆς ἐπισκεπτρίας. Παρευρέθησαν ἡ κ. Μ. Γεωργίου, ἡ κ. Α. Νικολάου, ὁ κ. Κ. Παπαδόπουλος, ἡ κ. Ε. Δημητρίου, ὁ κ. Π. Ἀναστασίου, ἡ κ. Χ. Καραμάνου, ὁ κ. Ν. Βασιλείου καὶ ἄλλοι πολλοί.: [1084, 400, 1245, 527]
- article-para-2: Ἡ νέα μέθοδος βασίζεται εἰς τὸν συμβιβασμὸν μεταξὺ τοῦ νοσηροῦ συμπτώματος καὶ τοῦ ἰδεώδους τὸ ὁποῖον ἐπιδιώκει ὁ ἀσθενής. Κατὰ τὴν γνώμην τῶν εἰδικῶν, ἡ διάρκεια τῆς θεραπείας περιορίζεται σημαντικῶς.: [745, 680, 901, 743]
- crossword-cell: [1495, 447, 1513, 465]
- sport-ad-logo-2: ΤΑ ΣΠΟΡ: [773, 1553, 1036, 1708]
- books-ad-title-girl: ΓΙΑ ΤΟ ΚΟΡΙΤΣΙ: [1092, 1276, 1237, 1333]
- society-text: Ἑτελέσθησαν τὴν Κυριακὴν εἰς τὸ ἐκκλησάκι τοῦ Ἁγίου Διονυσίου Ἀεροπαγίτου οἱ γάμοι τῆς δεσποινίδος Μαρίας Κ. μετὰ τοῦ κ. Κοσμᾶ Οἰκονόμου. Τὸ ζεῦγος ἀνεχώρησε διὰ τὴν Εὐρώπην. Εἰς τὸ κέντρον «Ἄστρον» ἐδόθη χθὲς ἑσπερίς πρὸς τιμὴν τῆς ἐπισκεπτρίας. Παρευρέθησαν ἡ κ. Μ. Γεωργίου, ἡ κ. Α. Νικολάου, ὁ κ. Κ. Παπαδόπουλος, ἡ κ. Ε. Δημητρίου, ὁ κ. Π. Ἀναστασίου, ἡ κ. Χ. Καραμάνου, ὁ κ. Ν. Βασιλείου καὶ ἄλλοι πολλοί.: [1084, 118, 1245, 245]
- column-city-life: [68, 95, 294, 2304]
- mourning-heading: Πένθη: [1265, 629, 1407, 651]
- alsos-ad-slogan: ΑΛΛΟΥ ΤΑ ΚΑΚΑΡΙΣΜΑΤΑ ΚΙ' ΑΛΛΟΥ ΓΕΝΝΟΥΝ ΟΙ ΚΟΤΤΕΣ...: [1098, 938, 1231, 973]
- article-para-2b: Ἡ νέα μέθοδος βασίζεται εἰς τὸν συμβιβασμὸν μεταξὺ τοῦ νοσηροῦ συμπτώματος καὶ τοῦ ἰδεώδους τὸ ὁποῖον ἐπιδιώκει ὁ ἀσθενής. Κατὰ τὴν γνώμην τῶν εἰδικῶν, ἡ διάρκεια τῆς θεραπείας περιορίζεται σημαντικῶς.: [908, 590, 1064, 654]
- sport-ad-description: Μία ἀθλητικὴ ἔκδοσις ποὺ θὰ ἐνθουσιάσῃ τοὺς φιλάθλους. Σελίδες γεμάτες ἀπὸ εἰδήσεις, φωτογραφίες καὶ σχόλια.: [760, 1516, 1049, 1535]
- wind-text: Εἰς τὸ Σαρωνικὸν ἐπικρατεῖ ἀνεμορία. Αἱ ἀκτοπλοϊκαὶ συγκοινωνίαι ἐκτελοῦνται κανονικῶς.: [313, 833, 506, 853]
- suburbs-text-cont: ΑΒΑΝΑ (Γλυφάδα): Ὁ ἀρχηγός. ΑΙΓΛΗ (Κηφισιά): Ἡ μοιραία γυναίκα. ΑΣΤΕΡΙΑ: Πόλεμος. ΒΟΥΛΑ: Ἡ νύφη. ΒΑΡΚΙΖΑ: Ἡ πριγκίπισσα. ΑΣΤΥ: Ὁ μάγος. ΚΗΦΙΣΙΑ: Σαλώμη. ΜΑΡΟΥΣΙ: Ρομάντζο. ΦΑΛΗΡΟΝ: Ἐρωτικὸ γράμμα. ΠΑΠΑΓΟΥ: Ὁ πλοίαρχος.: [524, 865, 726, 928]
- crossword-cell: [1425, 483, 1443, 500]
- crossword-black-cell: [1548, 465, 1566, 483]
- ion-heading: ΤΑ 80ό ΕΙΣ ΟΔΟΝ ΙΟΝ ΚΟΛΩΝΙ: [103, 859, 259, 870]
- alsos-ad-intro: ΜΟΝΑΔΙΚΟΣ ΣΕ ΟΛΗ ΤΗΝ ΕΛΛΑΔΑ ΘΡΙΑΜΒΟΣ ΣΤΟ: [1104, 973, 1224, 994]
- ruins-photo-caption: Ἐρείπια συγκλονιστικῆς κατοικίας ἀνεβαίνουν χρόνια ἀπὸ τὸν θάνατο τοῦ περιπάτου καὶ τὸν δρόμο τὸν μεγάλον Πομπηιανὸν Νικολάου Γουργάκη ὅπου ὁ ἴδιος ἔζησε.: [745, 424, 1064, 444]
- crossword-cell: [1513, 483, 1531, 500]
- article-para-5: Ἡ αἰτιολογικὴ θεραπεία ἀποτελεῖ τὸν στόχον τῆς νέας μεθόδου, ἡ ὁποία ἀναζητεῖ τὰ βαθύτερα αἴτια τῆς νόσου.: [745, 947, 901, 979]
- crossword-cell: [1478, 535, 1495, 553]
- weddings-text: Τὴν 24ην Ἰουλίου ἐτελέσθησαν οἱ γάμοι τοῦ κ. Γεωργίου Νικολαΐδου καὶ τῆς δεσποινίδος Σοφίας Μάρκου. Παράνυμφοι ὁ κ. καὶ ἡ κ. Βασιλείου.: [1265, 486, 1407, 528]
- sport-ad-logo: ΤΑ ΣΠΟΡ: [773, 1354, 1036, 1510]
- crossword-cell: [1425, 553, 1443, 570]
- first-run-heading: Α΄ ΠΡΟΒΟΛΗΣ: [589, 242, 663, 253]
- crossword-cell: [1513, 518, 1531, 535]
- book-ad-publisher: Ἐξεδόθη παρὰ τῆς Ἱστορικῆς ὑπηρεσίας Β. Ν.: [1289, 881, 1501, 892]
- ias-address: ΦΕΙΔΙΟΥ 5: [1472, 698, 1527, 710]
- crossword-cell: [1425, 570, 1443, 588]
- columns: [68, 94, 1585, 2304]
- alsos-ad-name: ΑΛΣΟΣ: [1092, 994, 1238, 1037]
- article-col-right: [909, 590, 1063, 983]
- books-ad-intro: ΚΥΚΛΟΦΟΡΟΥΝ: ΑΝΝΑΣ ΚΑΤΣΙΓΡΑ: [1094, 1246, 1235, 1273]
- callas-photo-caption: Ἡ Μαρία Κάλλας κατὰ τὴν χθεσινὴν δοκιμήν της, ἔξω ἀπὸ τὸ Ἡρώδειον, μὲ τὸν μαέστρο Βόττο.: [313, 580, 506, 599]
- funerals-text: Τὸν λατρευτόν μας σύζυγον, πατέρα καὶ πάππον ΚΩΝΣΤΑΝΤΙΝΟΝ Β. ΝΙΚΟΛΟΠΟΥΛΟΝ κηδεύομεν σήμερον ὥραν 5 μ.μ. ἐκ τοῦ Α΄ Νεκροταφείου. Ἡ σύζυγος, τὰ τέκνα, τὰ ἐγγόνια.: [1265, 559, 1407, 623]
